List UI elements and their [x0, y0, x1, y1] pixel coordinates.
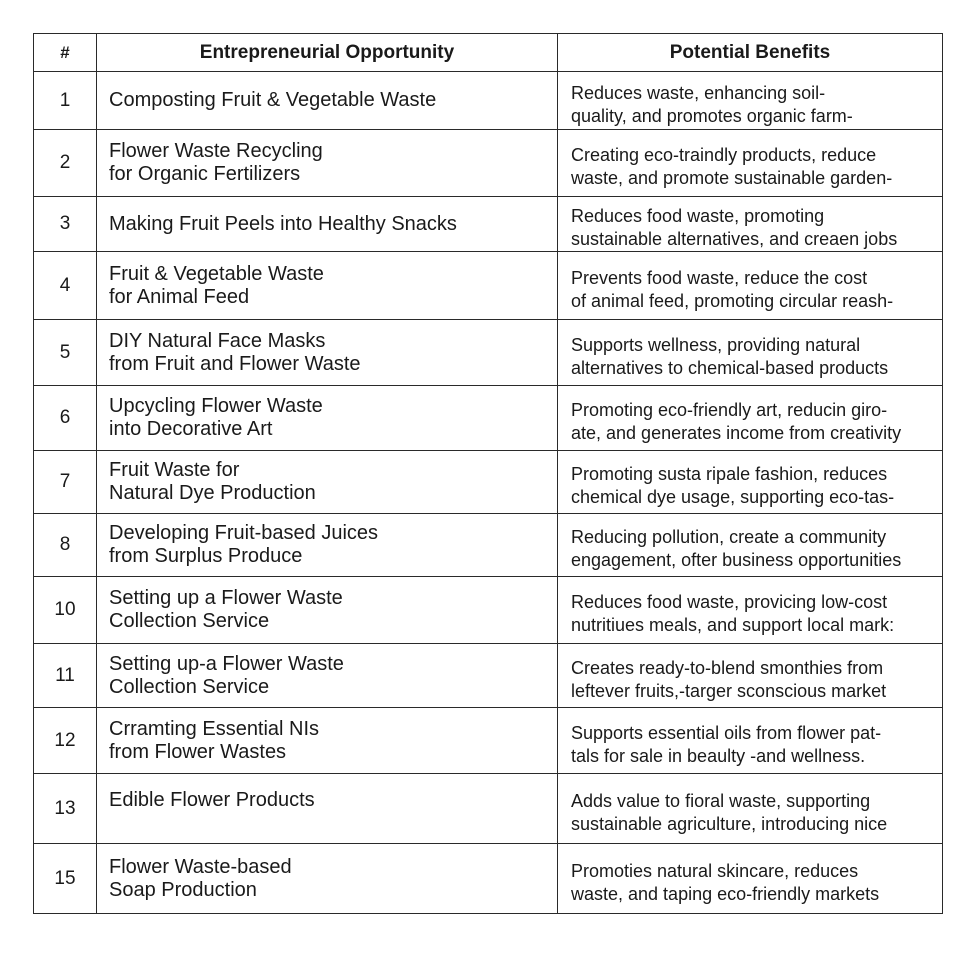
benefits-line: engagement, ofter business opportunities — [571, 550, 902, 570]
row-benefits — [558, 774, 943, 844]
row-opportunity — [97, 72, 558, 130]
row-number: 13 — [34, 774, 97, 844]
benefits-line: Promoting eco-friendly art, reducin giro- — [571, 400, 888, 420]
benefits-line: Reduces waste, enhancing soil- — [571, 82, 826, 103]
row-opportunity — [97, 320, 558, 386]
header-benefits: Potential Benefits — [558, 34, 943, 72]
opportunity-line: Upcycling Flower Waste — [109, 395, 323, 417]
row-number: 11 — [34, 644, 97, 708]
benefits-line: tals for sale in beaulty -and wellness. — [571, 745, 866, 766]
opportunity-line: for Organic Fertilizers — [109, 163, 301, 185]
benefits-line: Promoties natural skincare, reduces — [571, 860, 859, 881]
header-number: # — [34, 34, 97, 72]
opportunity-line: from Flower Wastes — [109, 740, 287, 763]
benefits-line: Reducing pollution, create a community — [571, 527, 887, 547]
benefits-line: Creates ready-to-blend smonthies from — [571, 657, 884, 678]
opportunity-line: Flower Waste-based — [109, 855, 292, 878]
benefits-line: quality, and promotes organic farm- — [571, 105, 853, 126]
opportunity-line: Flower Waste Recycling — [109, 140, 323, 162]
opportunity-line: Crramting Essential NIs — [109, 717, 320, 740]
table-row — [34, 320, 943, 386]
row-number: 1 — [34, 72, 97, 130]
opportunity-line: Natural Dye Production — [109, 482, 316, 504]
opportunity-line: Fruit & Vegetable Waste — [109, 262, 324, 285]
opportunity-line: into Decorative Art — [109, 418, 273, 440]
row-benefits — [558, 844, 943, 914]
row-number: 3 — [34, 197, 97, 252]
row-opportunity — [97, 252, 558, 320]
benefits-line: Reduces food waste, promoting — [571, 206, 825, 226]
table-row — [34, 644, 943, 708]
benefits-line: Supports wellness, providing natural — [571, 334, 861, 355]
row-number: 4 — [34, 252, 97, 320]
opportunity-line: for Animal Feed — [109, 285, 250, 308]
table-row — [34, 386, 943, 451]
row-opportunity — [97, 708, 558, 774]
opportunities-table — [33, 33, 943, 914]
opportunity-line: Fruit Waste for — [109, 459, 240, 481]
row-benefits — [558, 451, 943, 514]
opportunity-line: Composting Fruit & Vegetable Waste — [109, 89, 437, 111]
opportunity-line: Setting up a Flower Waste — [109, 587, 343, 609]
benefits-line: Adds value to fioral waste, supporting — [571, 790, 871, 811]
row-opportunity — [97, 844, 558, 914]
row-benefits — [558, 72, 943, 130]
table-row — [34, 130, 943, 197]
benefits-line: nutritiues meals, and support local mark: — [571, 615, 895, 635]
row-benefits — [558, 514, 943, 577]
opportunity-line: Collection Service — [109, 610, 270, 632]
row-opportunity — [97, 577, 558, 644]
table-row — [34, 774, 943, 844]
table-row — [34, 197, 943, 252]
row-number: 8 — [34, 514, 97, 577]
benefits-line: Reduces food waste, provicing low-cost — [571, 592, 888, 612]
benefits-line: of animal feed, promoting circular reash- — [571, 290, 894, 311]
opportunity-line: Collection Service — [109, 675, 270, 698]
opportunity-line: from Fruit and Flower Waste — [109, 352, 361, 375]
row-benefits — [558, 320, 943, 386]
benefits-line: waste, and taping eco-friendly markets — [571, 883, 880, 904]
opportunity-line: Setting up-a Flower Waste — [109, 652, 344, 675]
benefits-line: Promoting susta ripale fashion, reduces — [571, 464, 888, 484]
header-row — [34, 34, 943, 72]
benefits-line: chemical dye usage, supporting eco-tas- — [571, 487, 895, 507]
benefits-line: sustainable alternatives, and creaen jobs — [571, 229, 898, 249]
row-opportunity — [97, 197, 558, 252]
row-number: 6 — [34, 386, 97, 451]
benefits-line: waste, and promote sustainable garden- — [571, 168, 893, 188]
row-opportunity — [97, 774, 558, 844]
row-benefits — [558, 197, 943, 252]
row-benefits — [558, 130, 943, 197]
benefits-line: Prevents food waste, reduce the cost — [571, 267, 868, 288]
opportunity-line: Making Fruit Peels into Healthy Snacks — [109, 212, 457, 235]
opportunity-line: Developing Fruit-based Juices — [109, 522, 379, 544]
row-opportunity — [97, 451, 558, 514]
row-number: 7 — [34, 451, 97, 514]
row-benefits — [558, 708, 943, 774]
row-opportunity — [97, 514, 558, 577]
row-opportunity — [97, 386, 558, 451]
table-row — [34, 514, 943, 577]
benefits-line: Creating eco-traindly products, reduce — [571, 145, 877, 165]
row-benefits — [558, 644, 943, 708]
benefits-line: sustainable agriculture, introducing nice — [571, 813, 888, 834]
row-opportunity — [97, 130, 558, 197]
opportunity-line: DIY Natural Face Masks — [109, 329, 326, 352]
opportunity-line: from Surplus Produce — [109, 545, 303, 567]
benefits-line: Supports essential oils from flower pat- — [571, 722, 882, 743]
header-opportunity: Entrepreneurial Opportunity — [97, 34, 558, 72]
row-benefits — [558, 252, 943, 320]
row-number: 5 — [34, 320, 97, 386]
benefits-line: leftever fruits,-targer sconscious market — [571, 680, 887, 701]
table-row — [34, 708, 943, 774]
table-row — [34, 451, 943, 514]
row-opportunity — [97, 644, 558, 708]
table-row — [34, 252, 943, 320]
benefits-line: ate, and generates income from creativity — [571, 423, 902, 443]
row-benefits — [558, 386, 943, 451]
table-row — [34, 72, 943, 130]
table-row — [34, 577, 943, 644]
table-row — [34, 844, 943, 914]
benefits-line: alternatives to chemical-based products — [571, 357, 889, 378]
row-number: 15 — [34, 844, 97, 914]
row-number: 12 — [34, 708, 97, 774]
row-number: 10 — [34, 577, 97, 644]
opportunity-line: Soap Production — [109, 878, 257, 901]
row-number: 2 — [34, 130, 97, 197]
row-benefits — [558, 577, 943, 644]
opportunity-line: Edible Flower Products — [109, 789, 315, 811]
